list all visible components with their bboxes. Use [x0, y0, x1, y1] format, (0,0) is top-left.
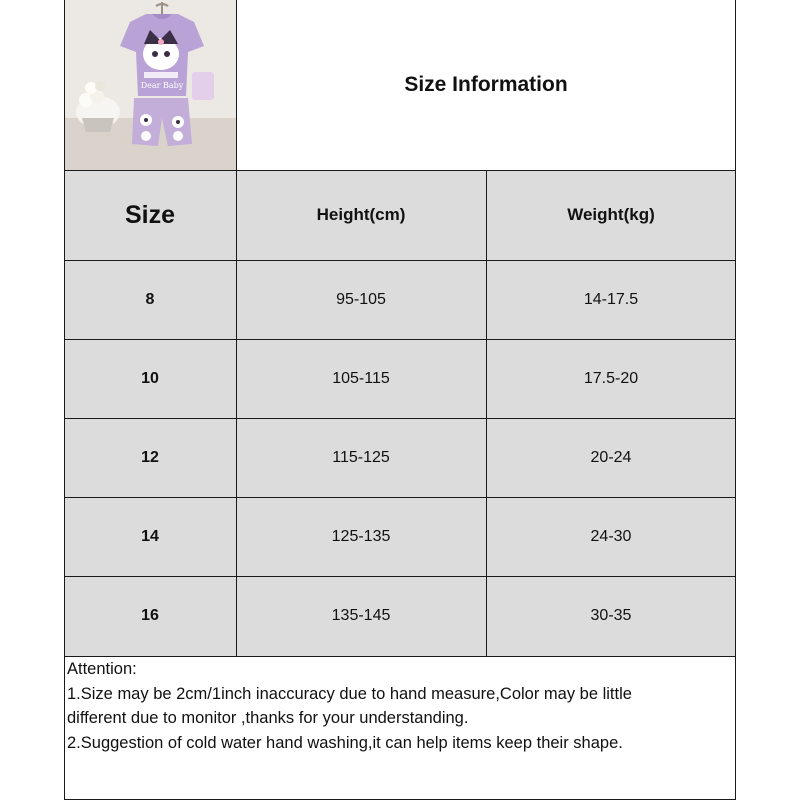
- pajama-set-image: [64, 0, 236, 170]
- table-row-weight: 20-24: [486, 418, 736, 497]
- attention-note-line: 2.Suggestion of cold water hand washing,it can help items keep their shape.: [67, 733, 623, 752]
- attention-notes: [67, 657, 732, 755]
- size-information-title: Size Information: [404, 73, 568, 96]
- table-row-size: 10: [64, 339, 236, 418]
- grid-line: [64, 497, 736, 498]
- table-row-weight: 24-30: [486, 497, 736, 576]
- product-photo: [64, 0, 236, 170]
- table-row-height: 125-135: [236, 497, 486, 576]
- table-row-size: 8: [64, 260, 236, 339]
- table-row-height: 135-145: [236, 576, 486, 656]
- table-row-size: 12: [64, 418, 236, 497]
- size-chart: [64, 0, 736, 800]
- grid-line: [735, 0, 736, 800]
- grid-line: [64, 170, 736, 171]
- column-header-height: Height(cm): [236, 170, 486, 260]
- column-header-weight: Weight(kg): [486, 170, 736, 260]
- attention-note-line: 1.Size may be 2cm/1inch inaccuracy due to hand measure,Color may be little: [67, 684, 632, 703]
- table-row-weight: 14-17.5: [486, 260, 736, 339]
- grid-line: [64, 0, 65, 800]
- grid-line: [236, 0, 237, 656]
- grid-line: [486, 170, 487, 656]
- grid-line: [64, 339, 736, 340]
- table-row-size: 16: [64, 576, 236, 656]
- grid-line: [64, 260, 736, 261]
- grid-line: [64, 418, 736, 419]
- attention-note-line: different due to monitor ,thanks for your understanding.: [67, 709, 469, 727]
- table-row-height: 95-105: [236, 260, 486, 339]
- column-header-size: Size: [64, 170, 236, 260]
- table-row-height: 115-125: [236, 418, 486, 497]
- table-row-weight: 17.5-20: [486, 339, 736, 418]
- svg-text:Dear Baby: Dear Baby: [140, 81, 184, 90]
- grid-line: [64, 576, 736, 577]
- table-row-weight: 30-35: [486, 576, 736, 656]
- attention-heading: Attention:: [67, 660, 137, 678]
- table-row-height: 105-115: [236, 339, 486, 418]
- table-row-size: 14: [64, 497, 236, 576]
